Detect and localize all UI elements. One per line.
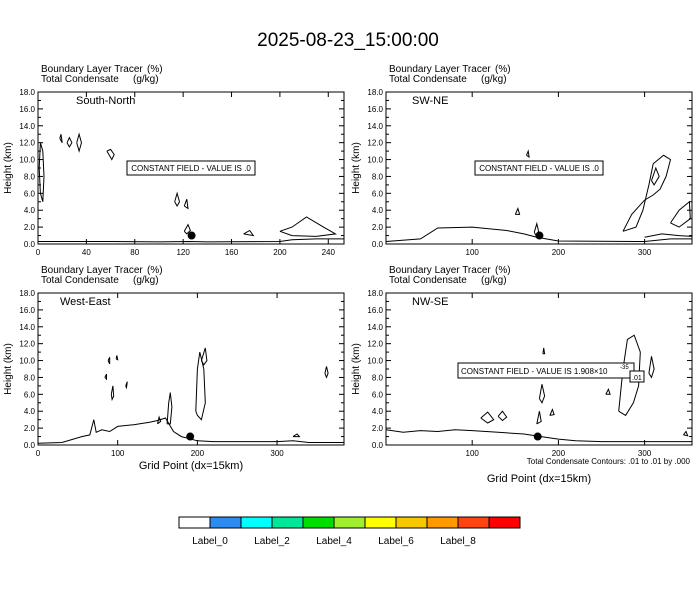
y-axis-label: Height (km) (351, 142, 362, 194)
y-tick-label: 16.0 (19, 305, 35, 315)
x-tick-label: 300 (270, 449, 284, 458)
condensate-contour (67, 138, 72, 147)
x-tick-label: 200 (190, 449, 205, 458)
y-tick-label: 4.0 (371, 206, 383, 216)
condensate-contour (201, 348, 207, 365)
y-tick-label: 8.0 (23, 373, 35, 383)
x-tick-label: 200 (273, 248, 287, 257)
y-tick-label: 8.0 (23, 172, 35, 182)
panel-nw-se (351, 265, 692, 458)
location-marker (186, 433, 194, 441)
x-tick-label: 40 (81, 248, 91, 257)
y-tick-label: 14.0 (367, 322, 383, 332)
y-tick-label: 18.0 (19, 289, 35, 298)
y-tick-label: 16.0 (367, 104, 383, 114)
condensate-contour (481, 412, 494, 423)
condensate-contour (77, 134, 82, 151)
x-tick-label: 0 (35, 449, 41, 458)
colorbar-swatch (210, 517, 241, 528)
y-tick-label: 4.0 (23, 407, 35, 417)
panel-header-units1: (%) (147, 265, 163, 276)
y-tick-label: 0.0 (371, 441, 383, 450)
panel-header-units1: (%) (495, 265, 511, 276)
panel-header-line2: Total Condensate (41, 74, 119, 85)
y-tick-label: 4.0 (23, 206, 35, 216)
y-tick-label: 4.0 (371, 407, 383, 417)
condensate-contour (175, 193, 180, 206)
x-tick-label: 200 (551, 248, 566, 257)
condensate-contour (652, 168, 660, 185)
x-tick-label: 0 (35, 248, 41, 257)
x-tick-label: 100 (465, 449, 479, 458)
y-tick-label: 8.0 (371, 373, 383, 383)
colorbar-label: Label_8 (440, 536, 476, 547)
y-tick-label: 6.0 (23, 390, 35, 400)
condensate-contour (515, 209, 519, 215)
condensate-contour (280, 217, 336, 236)
panel-name: West-East (60, 296, 111, 308)
condensate-contour (543, 348, 545, 354)
y-tick-label: 0.0 (371, 240, 383, 249)
y-tick-label: 10.0 (19, 155, 35, 165)
panel-header-line1: Boundary Layer Tracer (41, 265, 143, 276)
y-axis-label: Height (km) (3, 142, 14, 194)
x-tick-label: 300 (637, 248, 652, 257)
colorbar-label: Label_2 (254, 536, 290, 547)
condensate-contour (550, 410, 554, 416)
y-tick-label: 16.0 (19, 104, 35, 114)
condensate-contour (116, 356, 118, 360)
x-axis-label-left: Grid Point (dx=15km) (138, 460, 244, 472)
y-tick-label: 14.0 (367, 121, 383, 131)
location-marker (535, 232, 543, 240)
x-tick-label: 100 (465, 248, 479, 257)
condensate-contour (671, 202, 691, 227)
y-tick-label: 12.0 (367, 339, 383, 349)
condensate-contour (108, 357, 110, 364)
panel-name: SW-NE (412, 95, 449, 107)
condensate-contour (649, 356, 654, 377)
annotation-text: CONSTANT FIELD - VALUE IS .0 (479, 164, 599, 173)
y-tick-label: 6.0 (371, 189, 383, 199)
y-tick-label: 16.0 (367, 305, 383, 315)
annotation-text: CONSTANT FIELD - VALUE IS .0 (131, 164, 251, 173)
y-tick-label: 10.0 (367, 155, 383, 165)
colorbar-swatch (334, 517, 365, 528)
panel-header-line1: Boundary Layer Tracer (389, 64, 491, 75)
condensate-contour (498, 411, 507, 420)
x-tick-label: 300 (637, 449, 652, 458)
annotation-exponent: -35 (620, 365, 629, 371)
colorbar-swatch (427, 517, 458, 528)
panel-header-line2: Total Condensate (41, 275, 119, 286)
panel-header-units2: (g/kg) (133, 275, 159, 286)
x-tick-label: 100 (111, 449, 125, 458)
condensate-contour (184, 199, 188, 208)
condensate-contour (126, 382, 128, 388)
x-tick-label: 80 (130, 248, 140, 257)
colorbar-label: Label_6 (378, 536, 414, 547)
y-tick-label: 10.0 (19, 356, 35, 366)
y-tick-label: 12.0 (19, 339, 35, 349)
y-axis-label: Height (km) (3, 343, 14, 395)
y-tick-label: 12.0 (19, 138, 35, 148)
colorbar-swatch (179, 517, 210, 528)
condensate-contour (107, 149, 114, 159)
y-tick-label: 2.0 (371, 223, 383, 233)
condensate-contour (623, 155, 671, 231)
condensate-contour (645, 234, 692, 237)
x-tick-label: 200 (551, 449, 566, 458)
contour-label: .01 (632, 375, 642, 382)
x-axis-label-right: Grid Point (dx=15km) (486, 473, 592, 485)
y-tick-label: 14.0 (19, 121, 35, 131)
y-tick-label: 2.0 (371, 424, 383, 434)
colorbar-swatch (303, 517, 334, 528)
y-axis-label: Height (km) (351, 343, 362, 395)
colorbar-swatch (365, 517, 396, 528)
panel-header-units2: (g/kg) (133, 74, 159, 85)
location-marker (534, 433, 542, 441)
panel-name: NW-SE (412, 296, 449, 308)
y-tick-label: 2.0 (23, 424, 35, 434)
colorbar-swatch (396, 517, 427, 528)
colorbar-swatch (272, 517, 303, 528)
colorbar-label: Label_0 (192, 536, 228, 547)
panel-sw-ne (351, 64, 692, 257)
y-tick-label: 8.0 (371, 172, 383, 182)
condensate-contour (293, 434, 299, 437)
condensate-contour (539, 384, 544, 403)
colorbar-swatch (489, 517, 520, 528)
panel-header-units2: (g/kg) (481, 74, 507, 85)
figure-title: 2025-08-23_15:00:00 (257, 30, 439, 51)
y-tick-label: 12.0 (367, 138, 383, 148)
panel-header-units1: (%) (495, 64, 511, 75)
panel-name: South-North (76, 95, 136, 107)
condensate-contour (325, 367, 328, 378)
colorbar-label: Label_4 (316, 536, 352, 547)
y-tick-label: 10.0 (367, 356, 383, 366)
y-tick-label: 6.0 (371, 390, 383, 400)
y-tick-label: 2.0 (23, 223, 35, 233)
panel-south-north (3, 64, 344, 257)
condensate-contour (606, 389, 610, 394)
y-tick-label: 18.0 (19, 88, 35, 97)
condensate-contour (683, 432, 687, 436)
panel-header-line1: Boundary Layer Tracer (389, 265, 491, 276)
condensate-contour (244, 231, 254, 236)
condensate-contour (537, 411, 541, 424)
x-tick-label: 160 (224, 248, 239, 257)
x-tick-label: 240 (321, 248, 335, 257)
panel-header-line2: Total Condensate (389, 74, 467, 85)
condensate-contour (105, 374, 107, 379)
condensate-contour (111, 386, 113, 400)
panel-header-units1: (%) (147, 64, 163, 75)
y-tick-label: 0.0 (23, 240, 35, 249)
condensate-contour (196, 352, 206, 420)
panel-header-line2: Total Condensate (389, 275, 467, 286)
panel-header-line1: Boundary Layer Tracer (41, 64, 143, 75)
plot-frame (38, 293, 344, 445)
condensate-contour (167, 393, 172, 424)
y-tick-label: 18.0 (367, 289, 383, 298)
y-tick-label: 0.0 (23, 441, 35, 450)
annotation-text: CONSTANT FIELD - VALUE IS 1.908×10 (461, 367, 608, 376)
contour-note: Total Condensate Contours: .01 to .01 by .000 (526, 457, 690, 466)
y-tick-label: 14.0 (19, 322, 35, 332)
x-tick-label: 120 (176, 248, 190, 257)
condensate-contour (60, 134, 62, 143)
y-tick-label: 6.0 (23, 189, 35, 199)
colorbar-swatch (458, 517, 489, 528)
panel-west-east (3, 265, 344, 458)
y-tick-label: 18.0 (367, 88, 383, 97)
panel-header-units2: (g/kg) (481, 275, 507, 286)
location-marker (188, 232, 196, 240)
condensate-contour (527, 151, 530, 157)
colorbar-swatch (241, 517, 272, 528)
